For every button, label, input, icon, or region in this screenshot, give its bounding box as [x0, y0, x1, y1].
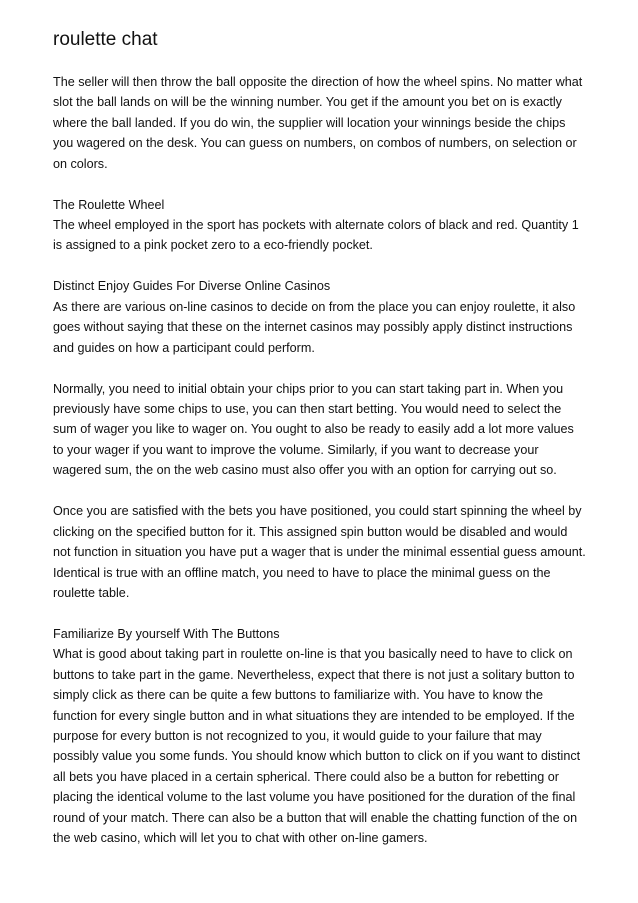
paragraph-spin	[53, 501, 586, 603]
section-roulette-wheel	[53, 195, 586, 256]
paragraph-body: Once you are satisfied with the bets you have positioned, you could start spinning the wheel by clicking on the specified button for it. This assigned spin button would be disabled and would not function in situation you have put a wager that is under the minimal essential guess amount. Identical is true with an offline match, you need to have to place the minimal guess on the roulette table.	[53, 504, 586, 600]
paragraph-intro	[53, 72, 586, 174]
section-buttons	[53, 624, 586, 848]
paragraph-body: The wheel employed in the sport has pockets with alternate colors of black and red. Quantity 1 is assigned to a pink pocket zero to a eco-friendly pocket.	[53, 218, 579, 253]
section-heading: Distinct Enjoy Guides For Diverse Online Casinos	[53, 279, 331, 294]
paragraph-chips	[53, 379, 586, 481]
paragraph-body: What is good about taking part in roulette on-line is that you basically need to have to click on buttons to take part in the game. Nevertheless, expect that there is not just a solitary button to simply click as there can be quite a few buttons to familiarize with. You have to know the function for every single button and in what situations they are intended to be employed. If the purpose for every button is not recognized to you, it would guide to your failure that may possibly value you some funds. You should know which button to click on if you want to distinct all bets you have placed in a certain spherical. There could also be a button for rebetting or placing the identical volume to the last volume you have positioned for the duration of the final round of your match. There can also be a button that will enable the chatting function of the on the web casino, which will let you to chat with other on-line gamers.	[53, 647, 581, 845]
page-title: roulette chat	[53, 29, 158, 50]
section-heading: Familiarize By yourself With The Buttons	[53, 626, 280, 641]
paragraph-body: The seller will then throw the ball opposite the direction of how the wheel spins. No matter what slot the ball lands on will be the winning number. You get if the amount you bet on is exactly where the ball landed. If you do win, the supplier will location your winnings beside the chips you wagered on the desk. You can guess on numbers, on combos of numbers, on selection or on colors.	[53, 75, 583, 171]
document-page	[53, 28, 586, 869]
section-heading: The Roulette Wheel	[53, 197, 165, 212]
paragraph-body: As there are various on-line casinos to decide on from the place you can enjoy roulette, it also goes without saying that these on the internet casinos may possibly apply distinct instructions and guides on how a participant could perform.	[53, 299, 576, 355]
section-play-guides	[53, 276, 586, 358]
paragraph-body: Normally, you need to initial obtain your chips prior to you can start taking part in. When you previously have some chips to use, you can then start betting. You would need to select the sum of wager you like to wager on. You ought to also be ready to easily add a lot more values to your wager if you want to improve the volume. Similarly, if you want to decrease your wagered sum, the on the web casino must also offer you with an option for carrying out so.	[53, 381, 574, 478]
